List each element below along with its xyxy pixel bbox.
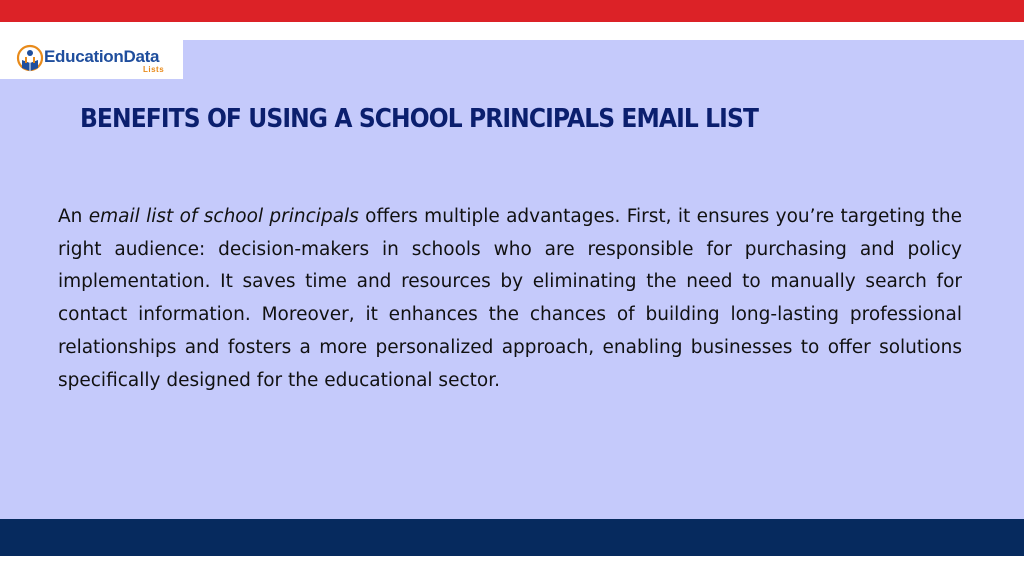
paragraph-lead: An bbox=[58, 206, 89, 227]
brand-logo[interactable] bbox=[0, 40, 183, 79]
paragraph-emphasis: email list of school principals bbox=[88, 206, 359, 227]
top-accent-bar bbox=[0, 0, 1024, 22]
bottom-accent-bar bbox=[0, 519, 1024, 556]
logo-name: EducationData bbox=[44, 47, 160, 66]
paragraph-rest: offers multiple advantages. First, it ensures you’re targeting the right audience: decision-makers in schools who are responsible for purchasing and policy implementation. It saves time and resources by eliminating the need to manually search for contact information. Moreover, it enhances the chances of building long-lasting professional relationships and fosters a more personalized approach, enabling businesses to offer solutions specifically designed for the educational sector. bbox=[58, 206, 962, 391]
logo-subtitle: Lists bbox=[143, 65, 165, 74]
body-paragraph bbox=[58, 201, 962, 397]
page-title: BENEFITS OF USING A SCHOOL PRINCIPALS EMAIL LIST bbox=[80, 104, 759, 134]
education-logo-icon bbox=[16, 44, 44, 74]
